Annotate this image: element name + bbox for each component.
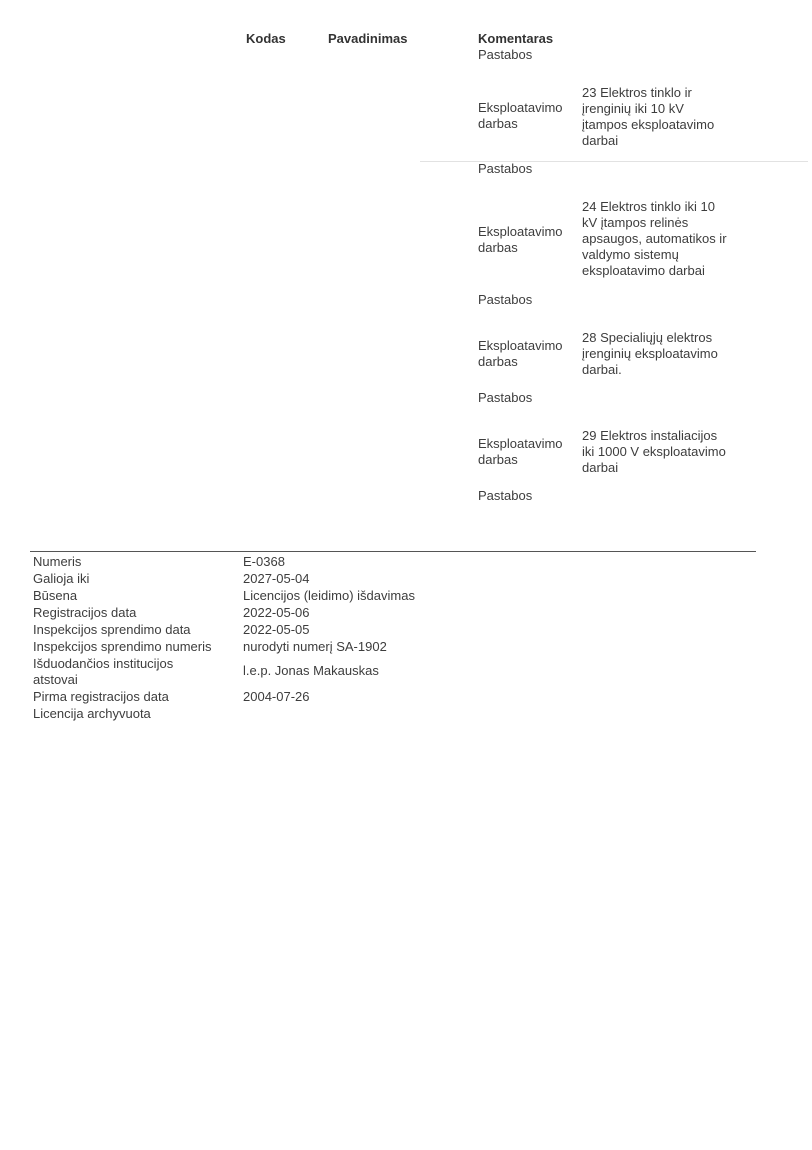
work-description: 24 Elektros tinklo iki 10 kV įtampos relinės apsaugos, automatikos ir valdymo sistemų eksploatavimo darbai (582, 199, 727, 278)
value-number: E-0368 (243, 554, 285, 569)
work-description: 23 Elektros tinklo ir įrenginių iki 10 kV įtampos eksploatavimo darbai (582, 85, 715, 148)
comment-note: Pastabos (478, 161, 533, 176)
value-inspection-decision-number: nurodyti numerį SA-1902 (243, 639, 387, 654)
work-description: 29 Elektros instaliacijos iki 1000 V eksploatavimo darbai (582, 428, 726, 475)
value-valid-until: 2027-05-04 (243, 571, 310, 586)
work-type: Eksploatavimo darbas (478, 338, 563, 369)
work-type: Eksploatavimo darbas (478, 436, 563, 467)
work-type: Eksploatavimo darbas (478, 224, 563, 255)
comment-note: Pastabos (478, 488, 533, 503)
label-number: Numeris (33, 554, 82, 569)
column-header-comment: Komentaras (478, 31, 554, 46)
label-valid-until: Galioja iki (33, 571, 90, 586)
label-registration-date: Registracijos data (33, 605, 137, 620)
label-archived: Licencija archyvuota (33, 706, 151, 721)
column-header-code: Kodas (246, 31, 286, 46)
section-divider (30, 551, 756, 552)
label-inspection-decision-number: Inspekcijos sprendimo numeris (33, 639, 212, 654)
value-registration-date: 2022-05-06 (243, 605, 310, 620)
label-first-registration-date: Pirma registracijos data (33, 689, 169, 704)
label-issuing-representatives: Išduodančios institucijos atstovai (33, 656, 174, 687)
value-inspection-decision-date: 2022-05-05 (243, 622, 310, 637)
work-type: Eksploatavimo darbas (478, 100, 563, 131)
label-inspection-decision-date: Inspekcijos sprendimo data (33, 622, 191, 637)
value-status: Licencijos (leidimo) išdavimas (243, 588, 415, 603)
comment-note: Pastabos (478, 292, 533, 307)
value-first-registration-date: 2004-07-26 (243, 689, 310, 704)
column-header-name: Pavadinimas (328, 31, 408, 46)
label-status: Būsena (33, 588, 78, 603)
comment-note: Pastabos (478, 47, 533, 62)
comment-note: Pastabos (478, 390, 533, 405)
work-description: 28 Specialiųjų elektros įrenginių eksploatavimo darbai. (582, 330, 718, 377)
value-issuing-representatives: l.e.p. Jonas Makauskas (243, 663, 379, 678)
